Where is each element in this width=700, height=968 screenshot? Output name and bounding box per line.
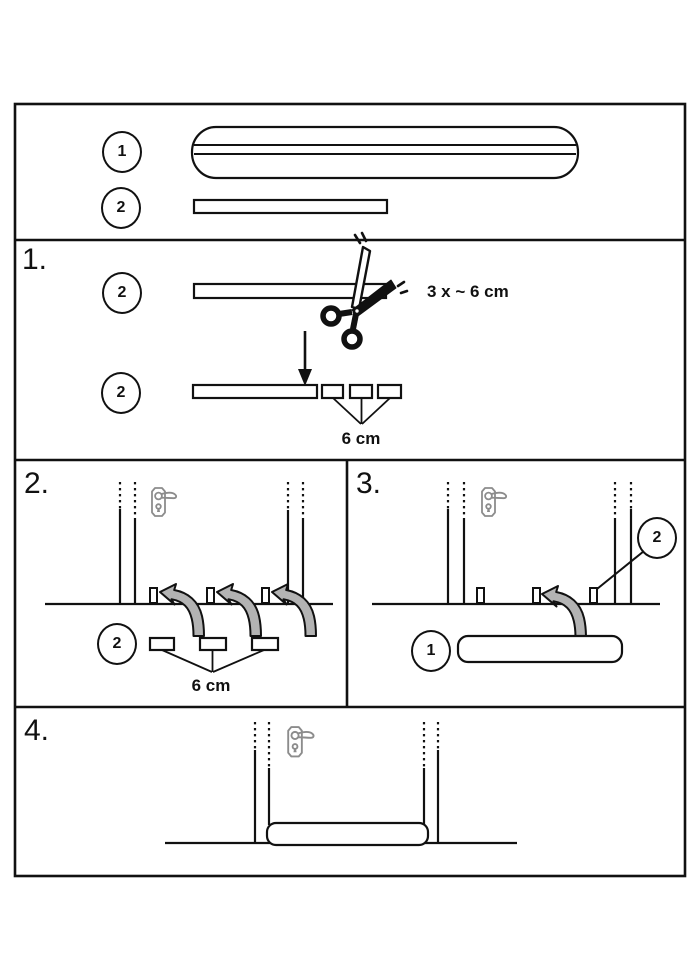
part2-badge bbox=[101, 372, 141, 414]
part2-number: 2 bbox=[116, 384, 126, 401]
inserted-strip-slits bbox=[477, 588, 597, 603]
parts-panel-drawing bbox=[192, 127, 578, 213]
foam-strip-part-drawing bbox=[194, 200, 387, 213]
cut-count-annotation: 3 x ~ 6 cm bbox=[427, 282, 509, 301]
draft-stopper-side-view bbox=[458, 636, 622, 662]
step3-drawing bbox=[372, 482, 660, 662]
step2-drawing bbox=[45, 482, 333, 672]
step4-drawing bbox=[165, 722, 517, 845]
piece-length-leader-lines bbox=[333, 398, 390, 424]
part2-number: 2 bbox=[117, 284, 127, 301]
part2-badge bbox=[637, 517, 677, 559]
piece-length-annotation: 6 cm bbox=[341, 429, 381, 448]
part2-callout-line bbox=[597, 551, 644, 589]
insert-spacing-annotation: 6 cm bbox=[191, 676, 231, 695]
door-edge-lines bbox=[120, 482, 303, 604]
part2-badge bbox=[101, 187, 141, 229]
part1-number: 1 bbox=[426, 642, 436, 659]
spacing-leader-lines bbox=[162, 650, 264, 672]
part2-number: 2 bbox=[652, 529, 662, 546]
curved-arrow-icon bbox=[160, 584, 316, 636]
door-edge-lines bbox=[448, 482, 631, 604]
part1-badge bbox=[102, 131, 142, 173]
draft-stopper-installed bbox=[267, 823, 428, 845]
door-handle-icon bbox=[288, 727, 313, 756]
door-handle-icon bbox=[482, 488, 506, 516]
step1-label: 1. bbox=[22, 243, 48, 276]
part1-number: 1 bbox=[117, 143, 127, 160]
step3-label: 3. bbox=[356, 467, 382, 500]
step1-drawing bbox=[193, 233, 407, 424]
draft-stopper-part-drawing bbox=[192, 127, 578, 178]
strip-pieces bbox=[150, 638, 278, 650]
step4-label: 4. bbox=[24, 714, 50, 747]
part2-number: 2 bbox=[116, 199, 126, 216]
part2-number: 2 bbox=[112, 635, 122, 652]
down-arrow-icon bbox=[298, 331, 312, 386]
door-handle-icon bbox=[152, 488, 176, 516]
curved-arrow-icon bbox=[542, 586, 586, 638]
part2-badge bbox=[97, 623, 137, 665]
step2-label: 2. bbox=[24, 467, 50, 500]
strip-after-cut bbox=[193, 385, 401, 398]
part1-badge bbox=[411, 630, 451, 672]
part2-badge bbox=[102, 272, 142, 314]
